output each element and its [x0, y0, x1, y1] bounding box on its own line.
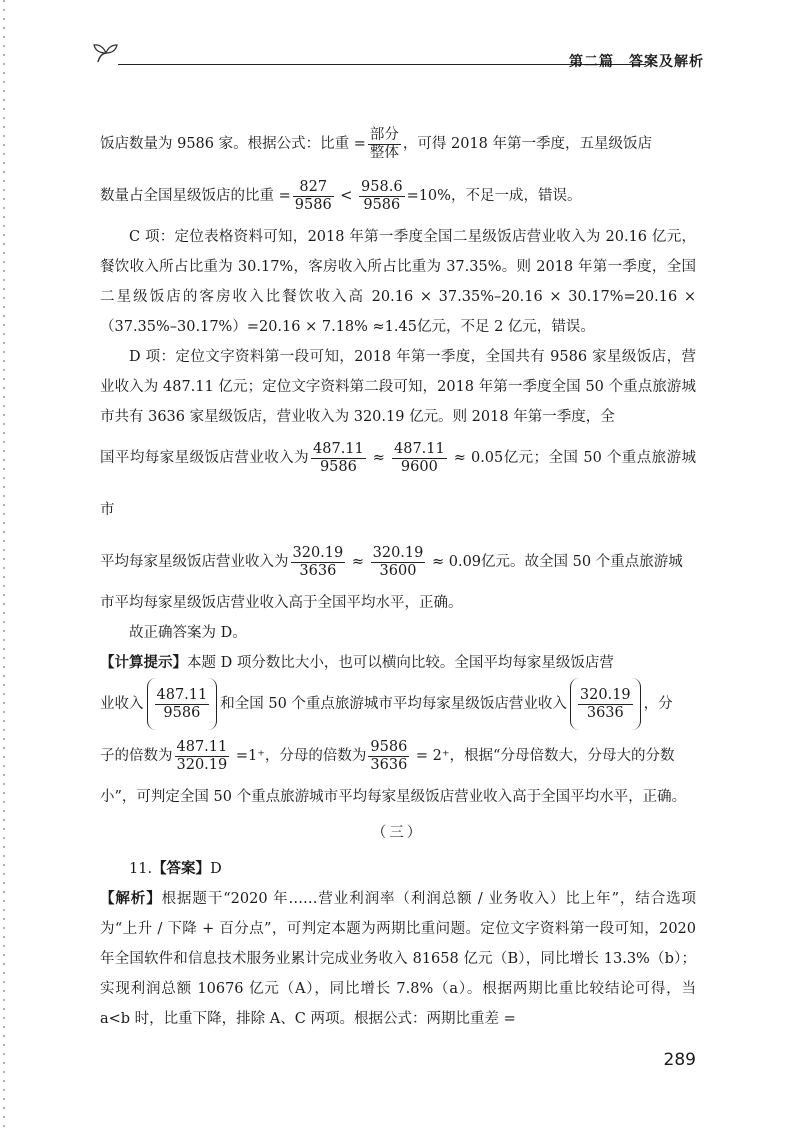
numerator: 487.11: [156, 686, 208, 703]
fraction: [392, 441, 447, 476]
header-title: 第二篇 答案及解析: [569, 54, 704, 70]
denominator: 3636: [299, 562, 337, 579]
text: ≈ 0.09亿元。故全国 50 个重点旅游城: [427, 554, 683, 570]
paragraph-5: [100, 432, 696, 536]
denominator: 9586: [363, 196, 401, 213]
answer-value: D: [210, 861, 222, 877]
text: 子的倍数为: [100, 748, 173, 764]
page-number: 289: [663, 1050, 696, 1070]
text: 国平均每家星级饭店营业收入为: [100, 450, 310, 466]
denominator: 9586: [163, 704, 201, 721]
text: ≈: [347, 554, 369, 570]
denominator: 9600: [400, 458, 438, 475]
numerator: 320.19: [579, 686, 631, 703]
numerator: 部分: [369, 126, 399, 143]
sprout-icon: [92, 38, 120, 66]
fraction: [368, 739, 409, 774]
numerator: 320.19: [292, 544, 344, 561]
fraction: [175, 739, 230, 774]
denominator: 3600: [379, 562, 417, 579]
text: 数量占全国星级饭店的比重 =: [100, 188, 291, 204]
denominator: 整体: [369, 144, 399, 161]
calc-tip-label: 【计算提示】: [100, 654, 187, 671]
paren-group: [147, 678, 218, 730]
text: 本题 D 项分数比大小，也可以横向比较。全国平均每家星级饭店营: [187, 655, 614, 671]
text: ≈: [367, 450, 390, 466]
paragraph-11: [100, 730, 696, 782]
paragraph-10: [100, 678, 696, 730]
fraction: [371, 545, 426, 580]
paragraph-7: 市平均每家星级饭店营业收入高于全国平均水平，正确。: [100, 595, 463, 611]
text: 饭店数量为 9586 家。根据公式：比重 =: [100, 136, 366, 152]
numerator: 827: [293, 179, 334, 197]
question-11-answer: [100, 854, 696, 884]
numerator: 958.6: [361, 178, 403, 195]
denominator: 3636: [586, 704, 624, 721]
fraction: [578, 687, 633, 722]
page-header: [92, 38, 704, 74]
paragraph-12: 小”，可判定全国 50 个重点旅游城市平均每家星级饭店营业收入高于全国平均水平，正确。: [100, 789, 687, 805]
paren-group: [570, 678, 641, 730]
text: 根据题干“2020 年……营业利润率（利润总额 / 业务收入）比上年”，结合选项为“上升 / 下降 + 百分点”，可判定本题为两期比重问题。定位文字资料第一段可知，2020 年全国软件和信息技术服务业累计完成业务收入 81658 亿元（B），同比增长 13.3%（b）；实现利润总额 10676 亿元（A），同比增长 7.8%（a）。根据两期比重比较结论可得，当 a<b 时，比重下降，排除 A、C 两项。根据公式：两期比重差 =: [100, 891, 697, 1027]
text: =10%，不足一成，错误。: [406, 188, 582, 204]
paragraph-2: [100, 170, 696, 222]
section-heading: （三）: [371, 825, 425, 841]
paragraph-analysis: [100, 884, 696, 1034]
numerator: 487.11: [394, 440, 445, 457]
analysis-label: 【解析】: [100, 890, 162, 907]
fraction: [311, 441, 366, 476]
text: = 2⁺，根据“分母倍数大，分母大的分数: [411, 748, 675, 764]
paragraph-answer: 故正确答案为 D。: [129, 625, 247, 641]
text: ，分: [643, 696, 673, 712]
margin-dotted-border: [3, 0, 5, 1130]
denominator: 9586: [294, 196, 332, 213]
paragraph-option-d: D 项：定位文字资料第一段可知，2018 年第一季度，全国共有 9586 家星级饭店，营业收入为 487.11 亿元；定位文字资料第二段可知，2018 年第一季度全国 50 个重点旅游城市共有 3636 家星级饭店，营业收入为 320.19 亿元。则 2018 年第一季度，全: [100, 349, 696, 425]
text: <: [335, 188, 358, 204]
text: =1⁺，分母的倍数为: [231, 748, 367, 764]
denominator: 3636: [370, 756, 408, 773]
fraction: [293, 179, 334, 214]
paragraph-6: [100, 536, 696, 588]
paragraph-option-c: C 项：定位表格资料可知，2018 年第一季度全国二星级饭店营业收入为 20.16 亿元，餐饮收入所占比重为 30.17%，客房收入所占比重为 37.35%。则 2018 年第一季度，全国二星级饭店的客房收入比餐饮收入高 20.16 × 37.35%–20.16 × 30.17%=20.16 ×（37.35%–30.17%）=20.16 × 7.18% ≈1.45亿元，不足 2 亿元，错误。: [100, 229, 696, 335]
question-number: 11.: [129, 861, 153, 877]
numerator: 320.19: [372, 544, 424, 561]
fraction: [155, 687, 210, 722]
numerator: 487.11: [313, 440, 364, 457]
paragraph-calc-tip: [100, 648, 696, 678]
text: ≈ 0.05亿元；全国 50 个重点旅游城市: [100, 450, 697, 518]
fraction: [368, 127, 401, 162]
text: 和全国 50 个重点旅游城市平均每家星级饭店营业收入: [220, 696, 567, 712]
header-rule: [118, 64, 646, 65]
answer-label: 【答案】: [152, 860, 211, 877]
paragraph-1: [100, 118, 696, 170]
denominator: 320.19: [176, 756, 228, 773]
numerator: 9586: [370, 738, 408, 755]
fraction: [291, 545, 346, 580]
text: 业收入: [100, 696, 144, 712]
page-content: [100, 118, 696, 1034]
denominator: 9586: [319, 458, 357, 475]
numerator: 487.11: [176, 738, 228, 755]
text: ，可得 2018 年第一季度，五星级饭店: [402, 136, 653, 152]
text: 平均每家星级饭店营业收入为: [100, 554, 289, 570]
fraction: [359, 179, 405, 214]
